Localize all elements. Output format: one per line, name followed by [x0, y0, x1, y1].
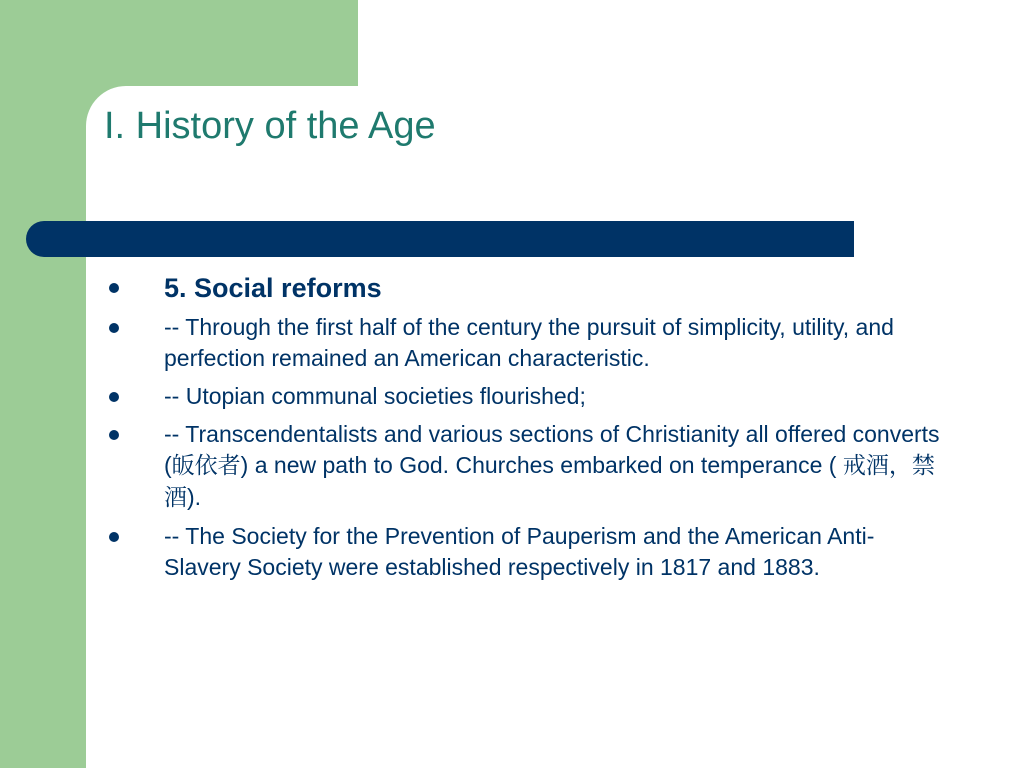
bullet-item: [104, 312, 944, 374]
bullet-dot-icon: [109, 323, 119, 333]
bullet-item: [104, 381, 944, 412]
bullet-text: -- The Society for the Prevention of Pauperism and the American Anti-Slavery Society were established respectively in 1817 and 1883.: [164, 523, 875, 580]
bullet-text-part: ).: [187, 484, 202, 510]
bullet-item: [104, 419, 944, 514]
bullet-item: [104, 521, 944, 583]
bullet-list: [104, 268, 944, 590]
chinese-term-temperance: 戒酒，禁酒: [164, 453, 935, 511]
bullet-dot-icon: [109, 430, 119, 440]
bullet-dot-icon: [109, 283, 119, 293]
heading-text: 5. Social reforms: [164, 273, 382, 303]
slide-title: I. History of the Age: [104, 105, 436, 147]
title-underline-bar: [26, 221, 854, 257]
bullet-text-part: -- Transcendentalists and various sections of Christianity all offered converts (: [164, 421, 940, 478]
bullet-dot-icon: [109, 532, 119, 542]
chinese-term-converts: 皈依者: [171, 453, 241, 479]
bullet-text-part: ) a new path to God. Churches embarked on temperance (: [240, 452, 843, 478]
bullet-dot-icon: [109, 392, 119, 402]
bullet-text: -- Through the first half of the century the pursuit of simplicity, utility, and perfection remained an American characteristic.: [164, 314, 894, 371]
bullet-text: -- Utopian communal societies flourished;: [164, 383, 586, 409]
bullet-heading: [104, 268, 944, 308]
